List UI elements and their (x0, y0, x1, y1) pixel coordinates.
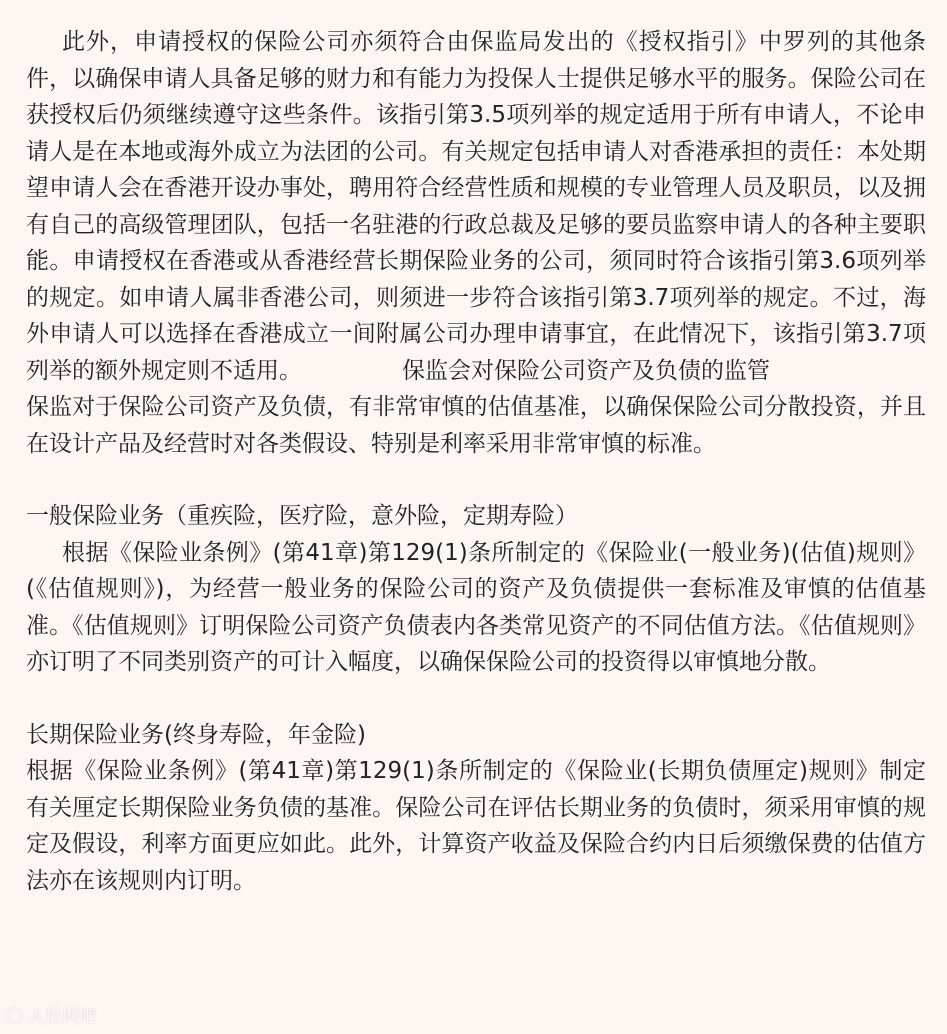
paragraph-gap (26, 681, 926, 717)
document-body (26, 24, 926, 899)
heading-asset-liability-supervision: 保监会对保险公司资产及负债的监管 (402, 357, 770, 384)
paragraph-gap (26, 462, 926, 498)
paragraph-authorization-conditions (26, 24, 926, 389)
section-general-business-body: 根据《保险业条例》(第41章)第129(1)条所制定的《保险业(一般业务)(估值)规则》(《估值规则》)，为经营一般业务的保险公司的资产及负债提供一套标准及审慎的估值基准。《估值规则》订明保险公司资产负债表内各类常见资产的不同估值方法。《估值规则》亦订明了不同类别资产的可计入幅度，以确保保险公司的投资得以审慎地分散。 (26, 539, 926, 675)
section-long-term-business-body: 根据《保险业条例》(第41章)第129(1)条所制定的《保险业(长期负债厘定)规则》制定有关厘定长期保险业务负债的基准。保险公司在评估长期业务的负债时，须采用审慎的规定及假设，利率方面更应如此。此外，计算资产收益及保险合约内日后须缴保费的估值方法亦在该规则内订明。 (26, 758, 926, 894)
section-general-business-title: 一般保险业务（重疾险，医疗险，意外险，定期寿险） (26, 503, 578, 529)
paragraph-valuation-basis: 保监对于保险公司资产及负债，有非常审慎的估值基准，以确保保险公司分散投资，并且在设计产品及经营时对各类假设、特别是利率采用非常审慎的标准。 (26, 394, 926, 457)
paragraph-authorization-text: 此外，申请授权的保险公司亦须符合由保监局发出的《授权指引》中罗列的其他条件，以确保申请人具备足够的财力和有能力为投保人士提供足够水平的服务。保险公司在获授权后仍须继续遵守这些条件。该指引第3.5项列举的规定适用于所有申请人，不论申请人是在本地或海外成立为法团的公司。有关规定包括申请人对香港承担的责任：本处期望申请人会在香港开设办事处，聘用符合经营性质和规模的专业管理人员及职员，以及拥有自己的高级管理团队，包括一名驻港的行政总裁及足够的要员监察申请人的各种主要职能。申请授权在香港或从香港经营长期保险业务的公司，须同时符合该指引第3.6项列举的规定。如申请人属非香港公司，则须进一步符合该指引第3.7项列举的规定。不过，海外申请人可以选择在香港成立一间附属公司办理申请事宜，在此情况下，该指引第3.7项列举的额外规定则不适用。 (26, 29, 926, 384)
watermark-logo: 〇 人民网吧 (6, 1007, 97, 1027)
section-long-term-business-title: 长期保险业务(终身寿险，年金险) (26, 721, 366, 748)
